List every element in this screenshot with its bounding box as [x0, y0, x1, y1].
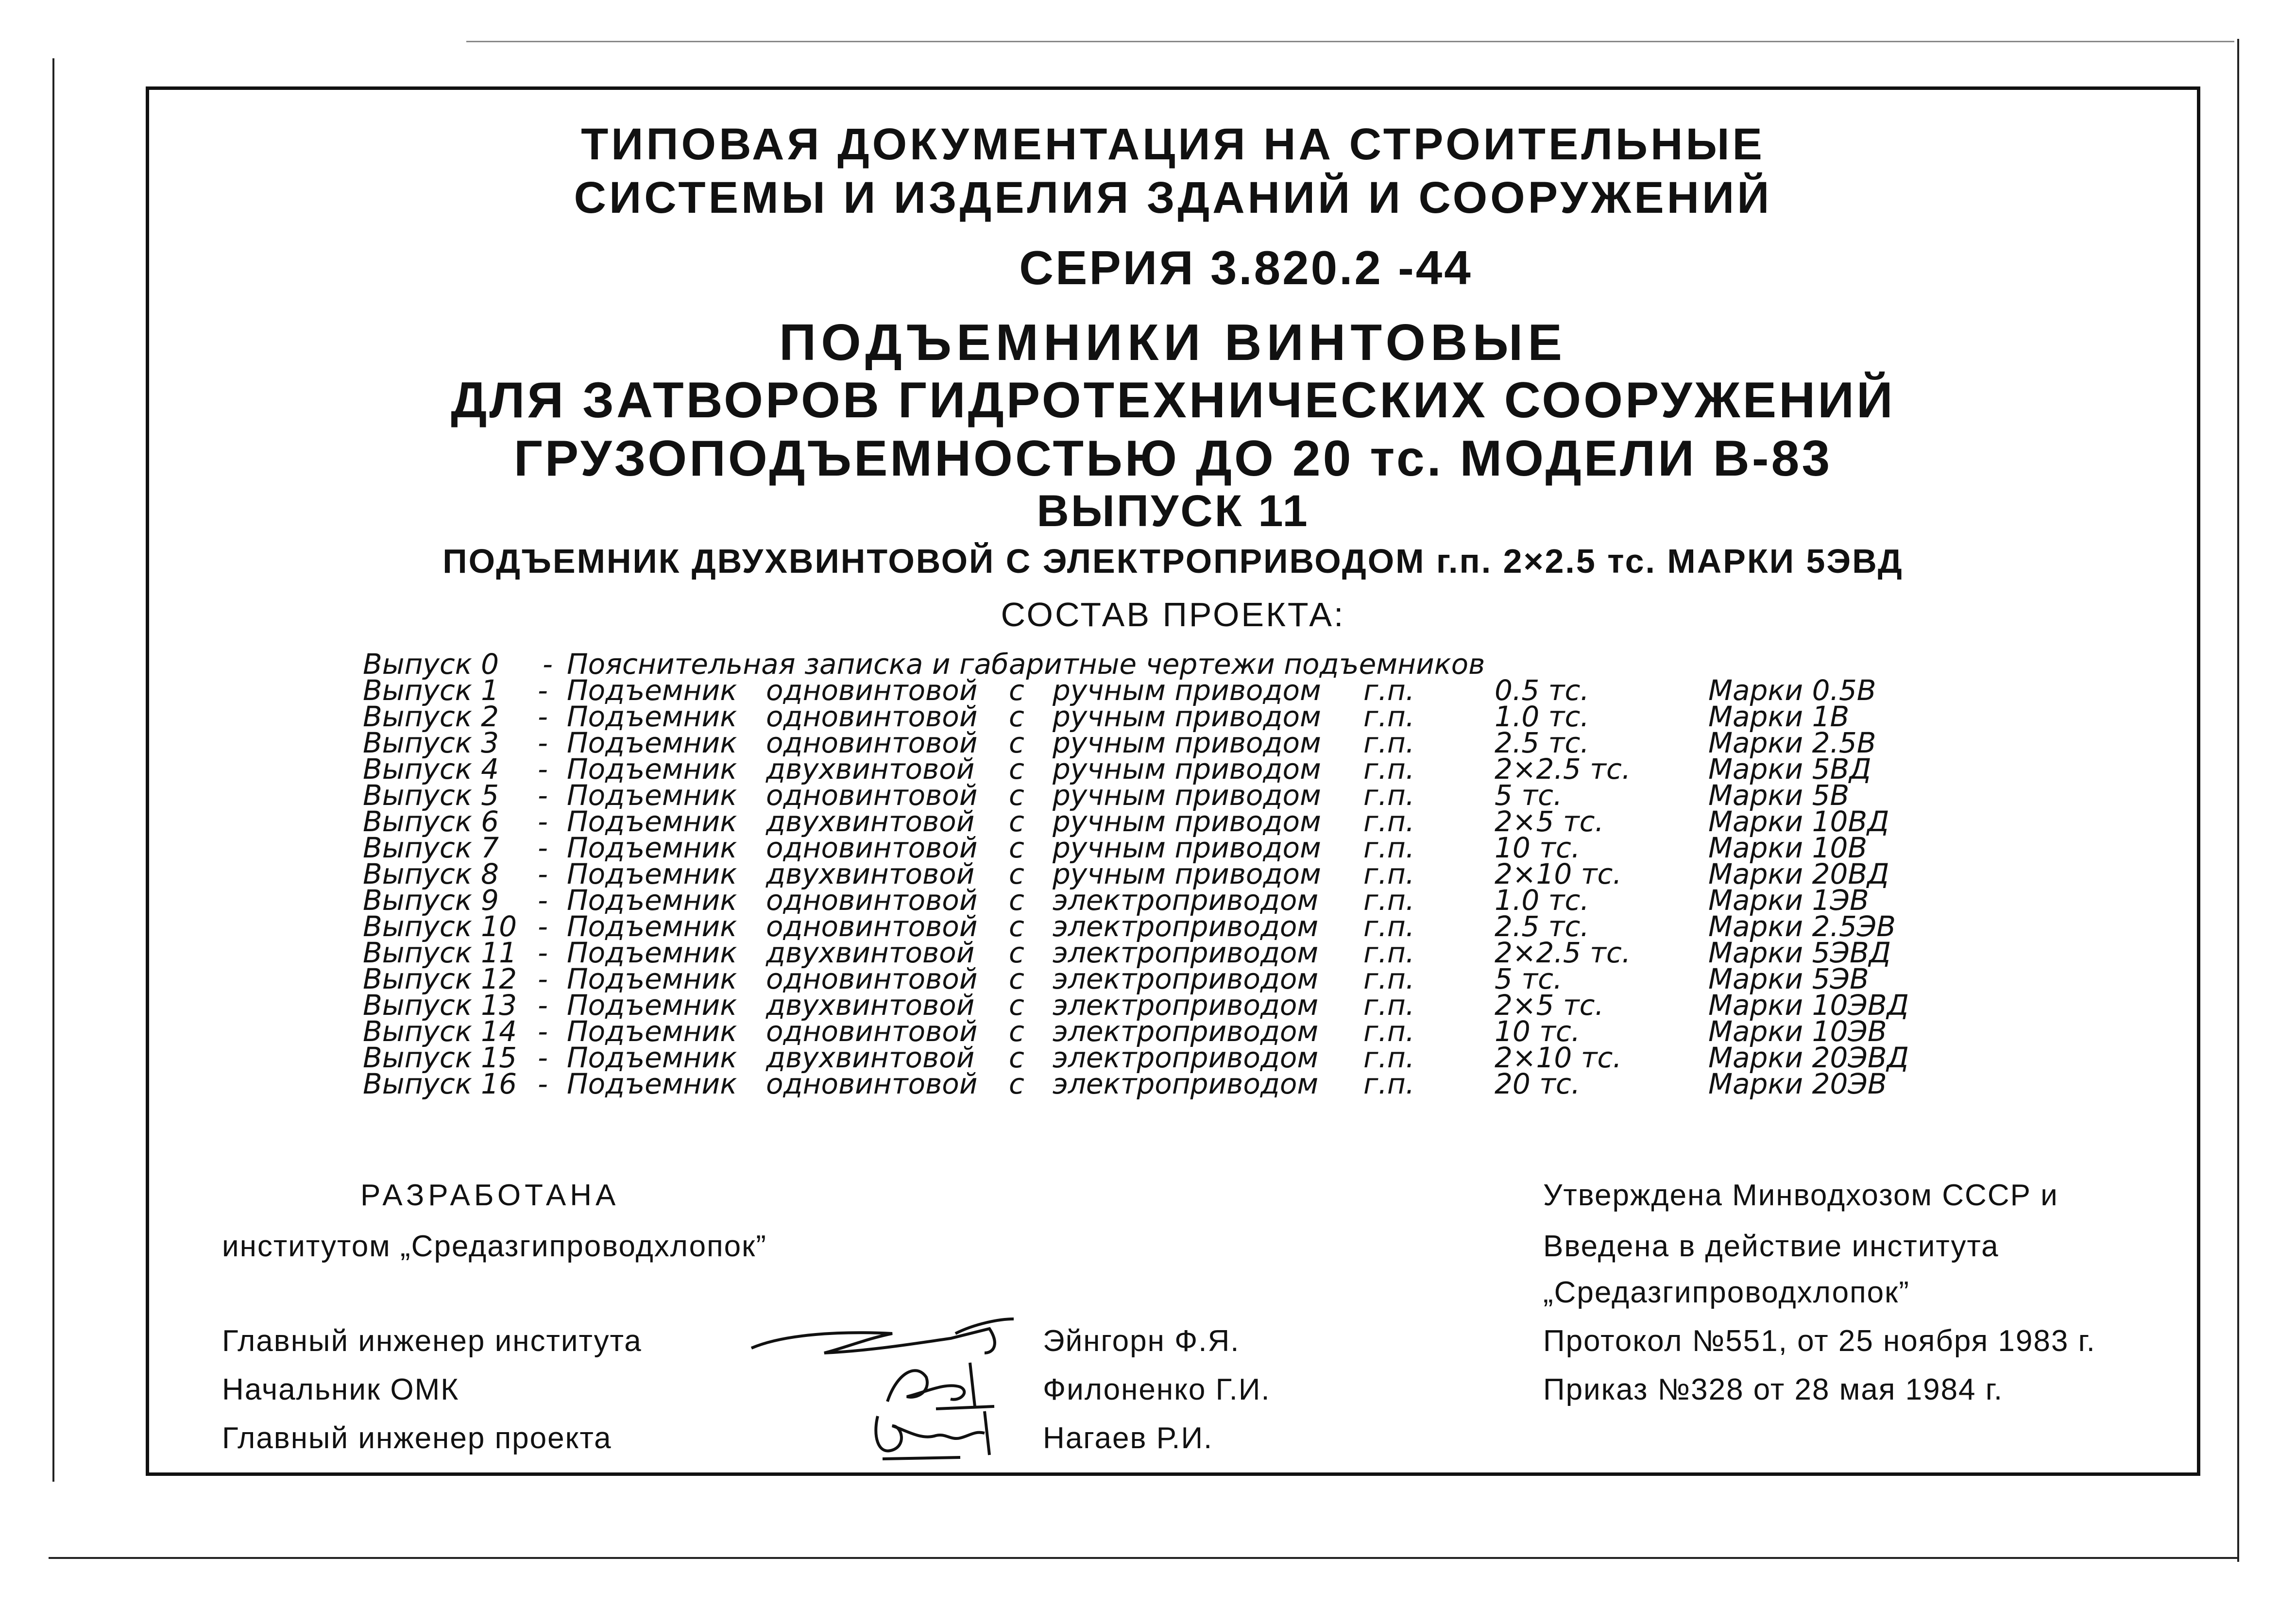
- contents-preposition: с: [1009, 805, 1024, 838]
- contents-issue: Выпуск 16: [363, 1067, 517, 1100]
- contents-issue: Выпуск 5: [363, 779, 499, 812]
- contents-screw-type: одновинтовой: [766, 1067, 978, 1100]
- contents-gp: г.п.: [1363, 910, 1415, 943]
- contents-capacity: 5 тс.: [1495, 962, 1563, 995]
- contents-row: Выпуск 9 - Подъемник одновинтовой с электроприводом г.п. 1.0 тс. Марки 1ЭВ: [363, 884, 1869, 917]
- signature-project-engineer: [863, 1402, 1009, 1465]
- contents-drive: ручным приводом: [1053, 805, 1321, 838]
- contents-capacity: 10 тс.: [1495, 831, 1581, 864]
- contents-capacity: 2×5 тс.: [1495, 989, 1604, 1022]
- contents-issue: Выпуск 2: [363, 700, 499, 733]
- contents-screw-type: одновинтовой: [766, 726, 978, 759]
- contents-gp: г.п.: [1363, 779, 1415, 812]
- contents-screw-type: одновинтовой: [766, 1015, 978, 1048]
- approved-line-1: Утверждена Минводхозом СССР и: [1543, 1179, 2058, 1212]
- title-line-3: ГРУЗОПОДЪЕМНОСТЬЮ ДО 20 тс. МОДЕЛИ В-83: [513, 430, 1833, 487]
- contents-issue: Выпуск 8: [363, 857, 499, 890]
- contents-row: Выпуск 5 - Подъемник одновинтовой с ручным приводом г.п. 5 тс. Марки 5В: [363, 779, 1850, 812]
- approved-line-2: Введена в действие института: [1543, 1230, 1999, 1263]
- contents-lifter: Подъемник: [567, 1067, 737, 1100]
- contents-lifter: Подъемник: [567, 674, 737, 707]
- contents-issue: Выпуск 3: [363, 726, 499, 759]
- contents-brand: Марки 1В: [1708, 700, 1850, 733]
- contents-lifter: Подъемник: [567, 910, 737, 943]
- scan-right-line: [2237, 39, 2239, 1562]
- contents-capacity: 2×5 тс.: [1495, 805, 1604, 838]
- contents-preposition: с: [1009, 1041, 1024, 1074]
- contents-issue: Выпуск 7: [363, 831, 499, 864]
- contents-lifter: Подъемник: [567, 1041, 737, 1074]
- contents-issue: Выпуск 11: [363, 936, 517, 969]
- contents-drive: ручным приводом: [1053, 674, 1321, 707]
- contents-preposition: с: [1009, 1015, 1024, 1048]
- contents-lifter: Подъемник: [567, 726, 737, 759]
- contents-capacity: 2.5 тс.: [1495, 726, 1589, 759]
- contents-preposition: с: [1009, 884, 1024, 917]
- contents-issue: Выпуск 10: [363, 910, 517, 943]
- contents-row: Выпуск 13 - Подъемник двухвинтовой с электроприводом г.п. 2×5 тс. Марки 10ЭВД: [363, 989, 1909, 1022]
- contents-drive: ручным приводом: [1053, 700, 1321, 733]
- contents-row: Выпуск 8 - Подъемник двухвинтовой с ручным приводом г.п. 2×10 тс. Марки 20ВД: [363, 857, 1889, 890]
- contents-issue: Выпуск 13: [363, 989, 517, 1022]
- signatory-role-head-omk: Начальник ОМК: [222, 1373, 459, 1406]
- contents-issue: Выпуск 12: [363, 962, 517, 995]
- contents-gp: г.п.: [1363, 674, 1415, 707]
- contents-row: Выпуск 7 - Подъемник одновинтовой с ручным приводом г.п. 10 тс. Марки 10В: [363, 831, 1868, 864]
- contents-drive: ручным приводом: [1053, 857, 1321, 890]
- contents-brand: Марки 5В: [1708, 779, 1850, 812]
- contents-brand: Марки 0.5В: [1708, 674, 1876, 707]
- contents-lifter: Подъемник: [567, 700, 737, 733]
- contents-row: Выпуск 16 - Подъемник одновинтовой с электроприводом г.п. 20 тс. Марки 20ЭВ: [363, 1067, 1887, 1100]
- contents-issue: Выпуск 0: [363, 648, 499, 681]
- contents-drive: ручным приводом: [1053, 753, 1321, 786]
- title-line-1: ПОДЪЕМНИКИ ВИНТОВЫЕ: [779, 314, 1567, 371]
- contents-brand: Марки 20ЭВД: [1708, 1041, 1909, 1074]
- contents-gp: г.п.: [1363, 962, 1415, 995]
- contents-brand: Марки 10В: [1708, 831, 1868, 864]
- contents-gp: г.п.: [1363, 726, 1415, 759]
- contents-preposition: с: [1009, 674, 1024, 707]
- contents-row: Выпуск 1 - Подъемник одновинтовой с ручным приводом г.п. 0.5 тс. Марки 0.5В: [363, 674, 1876, 707]
- contents-row: Выпуск 11 - Подъемник двухвинтовой с электроприводом г.п. 2×2.5 тс. Марки 5ЭВД: [363, 936, 1891, 969]
- contents-screw-type: одновинтовой: [766, 884, 978, 917]
- contents-gp: г.п.: [1363, 831, 1415, 864]
- order-line: Приказ №328 от 28 мая 1984 г.: [1543, 1373, 2004, 1406]
- contents-row: Выпуск 2 - Подъемник одновинтовой с ручным приводом г.п. 1.0 тс. Марки 1В: [363, 700, 1850, 733]
- contents-brand: Марки 5ЭВ: [1708, 962, 1869, 995]
- protocol-line: Протокол №551, от 25 ноября 1983 г.: [1543, 1324, 2096, 1358]
- contents-preposition: с: [1009, 962, 1024, 995]
- contents-preposition: с: [1009, 1067, 1024, 1100]
- contents-screw-type: двухвинтовой: [766, 989, 975, 1022]
- contents-drive: ручным приводом: [1053, 831, 1321, 864]
- contents-lifter: Подъемник: [567, 753, 737, 786]
- contents-row: Выпуск 10 - Подъемник одновинтовой с электроприводом г.п. 2.5 тс. Марки 2.5ЭВ: [363, 910, 1896, 943]
- scan-bottom-line: [49, 1557, 2239, 1559]
- document-frame: [146, 86, 2200, 1476]
- contents-gp: г.п.: [1363, 1067, 1415, 1100]
- contents-drive: электроприводом: [1053, 1067, 1319, 1100]
- developed-label: РАЗРАБОТАНА: [360, 1179, 620, 1212]
- contents-lifter: Подъемник: [567, 857, 737, 890]
- signatory-name-chief-engineer: Эйнгорн Ф.Я.: [1043, 1324, 1240, 1358]
- contents-capacity: 2×10 тс.: [1495, 857, 1622, 890]
- contents-drive: электроприводом: [1053, 936, 1319, 969]
- header-line-2: СИСТЕМЫ И ИЗДЕЛИЯ ЗДАНИЙ И СООРУЖЕНИЙ: [574, 173, 1772, 222]
- contents-list: [363, 648, 1909, 1100]
- contents-brand: Марки 1ЭВ: [1708, 884, 1869, 917]
- scan-top-line: [466, 41, 2234, 42]
- contents-capacity: 0.5 тс.: [1495, 674, 1589, 707]
- contents-screw-type: двухвинтовой: [766, 805, 975, 838]
- contents-lifter: Подъемник: [567, 884, 737, 917]
- contents-preposition: с: [1009, 989, 1024, 1022]
- contents-brand: Марки 2.5ЭВ: [1708, 910, 1896, 943]
- contents-preposition: с: [1009, 936, 1024, 969]
- contents-preposition: с: [1009, 831, 1024, 864]
- contents-screw-type: одновинтовой: [766, 962, 978, 995]
- contents-row: Выпуск 6 - Подъемник двухвинтовой с ручным приводом г.п. 2×5 тс. Марки 10ВД: [363, 805, 1889, 838]
- contents-capacity: 2×2.5 тс.: [1495, 936, 1631, 969]
- contents-drive: электроприводом: [1053, 910, 1319, 943]
- contents-lifter: Подъемник: [567, 779, 737, 812]
- contents-preposition: с: [1009, 700, 1024, 733]
- contents-preposition: с: [1009, 910, 1024, 943]
- contents-drive: электроприводом: [1053, 1015, 1319, 1048]
- contents-lifter: Подъемник: [567, 962, 737, 995]
- contents-text: Пояснительная записка и габаритные чертежи подъемников: [567, 648, 1485, 681]
- contents-screw-type: одновинтовой: [766, 831, 978, 864]
- contents-brand: Марки 5ЭВД: [1708, 936, 1891, 969]
- contents-capacity: 1.0 тс.: [1495, 700, 1589, 733]
- contents-preposition: с: [1009, 857, 1024, 890]
- contents-drive: ручным приводом: [1053, 779, 1321, 812]
- signatory-role-chief-engineer: Главный инженер института: [222, 1324, 642, 1358]
- contents-drive: электроприводом: [1053, 989, 1319, 1022]
- contents-issue: Выпуск 15: [363, 1041, 517, 1074]
- contents-dash: -: [543, 648, 553, 681]
- contents-drive: электроприводом: [1053, 962, 1319, 995]
- contents-gp: г.п.: [1363, 753, 1415, 786]
- contents-row: Выпуск 12 - Подъемник одновинтовой с электроприводом г.п. 5 тс. Марки 5ЭВ: [363, 962, 1869, 995]
- contents-brand: Марки 10ЭВД: [1708, 989, 1909, 1022]
- contents-gp: г.п.: [1363, 1015, 1415, 1048]
- contents-preposition: с: [1009, 726, 1024, 759]
- contents-capacity: 2.5 тс.: [1495, 910, 1589, 943]
- contents-preposition: с: [1009, 779, 1024, 812]
- contents-gp: г.п.: [1363, 1041, 1415, 1074]
- contents-brand: Марки 2.5В: [1708, 726, 1876, 759]
- contents-gp: г.п.: [1363, 936, 1415, 969]
- contents-gp: г.п.: [1363, 700, 1415, 733]
- contents-issue: Выпуск 14: [363, 1015, 517, 1048]
- developed-institute: институтом „Средазгипроводхлопок”: [222, 1230, 767, 1263]
- contents-row: Выпуск 3 - Подъемник одновинтовой с ручным приводом г.п. 2.5 тс. Марки 2.5В: [363, 726, 1876, 759]
- contents-row: Выпуск 4 - Подъемник двухвинтовой с ручным приводом г.п. 2×2.5 тс. Марки 5ВД: [363, 753, 1871, 786]
- contents-capacity: 20 тс.: [1495, 1067, 1581, 1100]
- issue-subtitle: ПОДЪЕМНИК ДВУХВИНТОВОЙ С ЭЛЕКТРОПРИВОДОМ г.п. 2×2.5 тс. МАРКИ 5ЭВД: [442, 542, 1904, 580]
- contents-brand: Марки 10ЭВ: [1708, 1015, 1887, 1048]
- contents-screw-type: одновинтовой: [766, 700, 978, 733]
- contents-capacity: 1.0 тс.: [1495, 884, 1589, 917]
- contents-screw-type: одновинтовой: [766, 674, 978, 707]
- contents-screw-type: двухвинтовой: [766, 753, 975, 786]
- title-line-2: ДЛЯ ЗАТВОРОВ ГИДРОТЕХНИЧЕСКИХ СООРУЖЕНИЙ: [451, 372, 1895, 428]
- contents-issue: Выпуск 6: [363, 805, 499, 838]
- signatory-name-project-engineer: Нагаев Р.И.: [1043, 1421, 1213, 1455]
- issue-number: ВЫПУСК 11: [1037, 486, 1310, 536]
- contents-issue: Выпуск 1: [363, 674, 499, 707]
- contents-capacity: 10 тс.: [1495, 1015, 1581, 1048]
- contents-capacity: 2×10 тс.: [1495, 1041, 1622, 1074]
- scan-left-line: [52, 58, 54, 1482]
- series-number: СЕРИЯ 3.820.2 -44: [1019, 241, 1473, 294]
- contents-lifter: Подъемник: [567, 989, 737, 1022]
- contents-preposition: с: [1009, 753, 1024, 786]
- contents-issue: Выпуск 9: [363, 884, 499, 917]
- contents-row: [363, 648, 1909, 681]
- contents-lifter: Подъемник: [567, 936, 737, 969]
- contents-brand: Марки 10ВД: [1708, 805, 1889, 838]
- contents-row: Выпуск 14 - Подъемник одновинтовой с электроприводом г.п. 10 тс. Марки 10ЭВ: [363, 1015, 1887, 1048]
- contents-row: Выпуск 15 - Подъемник двухвинтовой с электроприводом г.п. 2×10 тс. Марки 20ЭВД: [363, 1041, 1909, 1074]
- contents-gp: г.п.: [1363, 989, 1415, 1022]
- contents-capacity: 5 тс.: [1495, 779, 1563, 812]
- contents-screw-type: одновинтовой: [766, 779, 978, 812]
- signatory-role-project-engineer: Главный инженер проекта: [222, 1421, 612, 1455]
- contents-gp: г.п.: [1363, 857, 1415, 890]
- contents-lifter: Подъемник: [567, 805, 737, 838]
- contents-drive: электроприводом: [1053, 884, 1319, 917]
- contents-screw-type: одновинтовой: [766, 910, 978, 943]
- contents-capacity: 2×2.5 тс.: [1495, 753, 1631, 786]
- approved-line-3: „Средазгипроводхлопок”: [1543, 1276, 1910, 1309]
- contents-gp: г.п.: [1363, 884, 1415, 917]
- signatory-name-head-omk: Филоненко Г.И.: [1043, 1373, 1271, 1406]
- header-line-1: ТИПОВАЯ ДОКУМЕНТАЦИЯ НА СТРОИТЕЛЬНЫЕ: [581, 120, 1765, 169]
- contents-issue: Выпуск 4: [363, 753, 499, 786]
- contents-drive: электроприводом: [1053, 1041, 1319, 1074]
- contents-screw-type: двухвинтовой: [766, 857, 975, 890]
- contents-brand: Марки 5ВД: [1708, 753, 1871, 786]
- contents-gp: г.п.: [1363, 805, 1415, 838]
- contents-brand: Марки 20ВД: [1708, 857, 1889, 890]
- contents-screw-type: двухвинтовой: [766, 936, 975, 969]
- contents-brand: Марки 20ЭВ: [1708, 1067, 1887, 1100]
- contents-lifter: Подъемник: [567, 1015, 737, 1048]
- contents-lifter: Подъемник: [567, 831, 737, 864]
- composition-heading: СОСТАВ ПРОЕКТА:: [1001, 596, 1345, 633]
- contents-screw-type: двухвинтовой: [766, 1041, 975, 1074]
- contents-drive: ручным приводом: [1053, 726, 1321, 759]
